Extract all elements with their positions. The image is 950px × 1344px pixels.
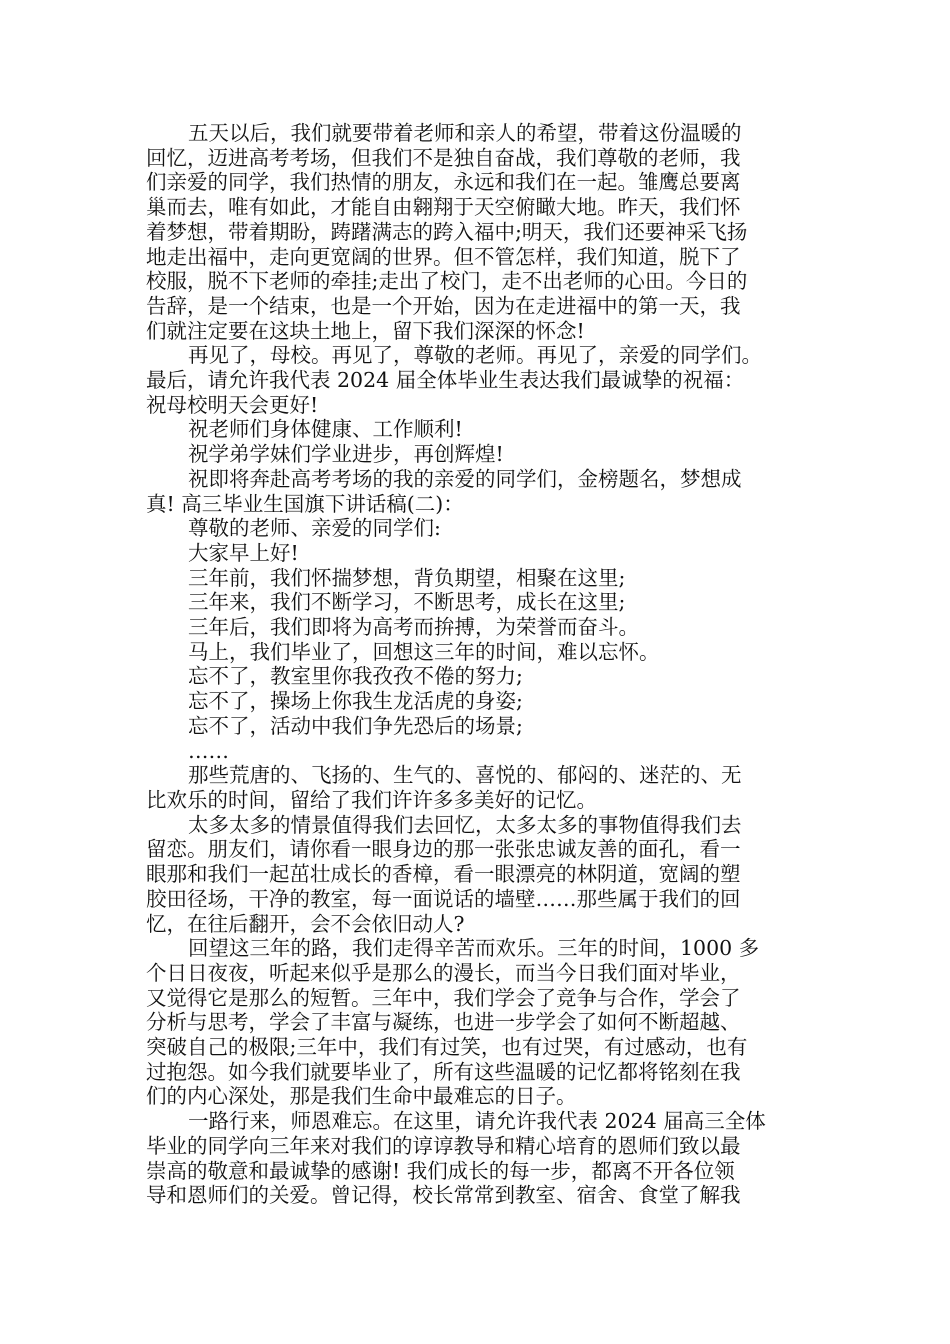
text-line: 最后，请允许我代表 2024 届全体毕业生表达我们最诚挚的祝福： <box>146 368 745 393</box>
text-line: 五天以后，我们就要带着老师和亲人的希望，带着这份温暖的 <box>188 121 742 145</box>
text-line: 一路行来，师恩难忘。在这里，请允许我代表 2024 届高三全体 <box>188 1109 766 1134</box>
text-line: …… <box>188 738 229 763</box>
text-line: 留恋。朋友们，请你看一眼身边的那一张张忠诚友善的面孔，看一 <box>146 837 741 862</box>
document-body <box>146 121 826 1208</box>
text-line: 尊敬的老师、亲爱的同学们: <box>188 516 441 541</box>
text-line: 忘不了，教室里你我孜孜不倦的努力; <box>188 664 523 689</box>
text-line: 忘不了，活动中我们争先恐后的场景; <box>188 713 523 738</box>
text-line: 再见了，母校。再见了，尊敬的老师。再见了，亲爱的同学们。 <box>188 343 762 368</box>
text-line: 胶田径场，干净的教室，每一面说话的墙壁……那些属于我们的回 <box>146 886 741 911</box>
text-line: 马上，我们毕业了，回想这三年的时间，难以忘怀。 <box>188 639 660 664</box>
text-line: 祝学弟学妹们学业进步，再创辉煌! <box>188 442 504 467</box>
text-line: 崇高的敬意和最诚挚的感谢! 我们成长的每一步，都离不开各位领 <box>146 1158 735 1183</box>
text-line: 回忆，迈进高考考场，但我们不是独自奋战，我们尊敬的老师，我 <box>146 145 741 170</box>
text-line: 着梦想，带着期盼，踌躇满志的跨入福中;明天，我们还要神采飞扬 <box>146 219 748 244</box>
text-line: 三年来，我们不断学习，不断思考，成长在这里; <box>188 590 626 615</box>
text-line: 地走出福中，走向更宽阔的世界。但不管怎样，我们知道，脱下了 <box>146 244 741 269</box>
text-line: 大家早上好! <box>188 540 299 565</box>
text-line: 巢而去，唯有如此，才能自由翱翔于天空俯瞰大地。昨天，我们怀 <box>146 195 741 220</box>
text-line: 们亲爱的同学，我们热情的朋友，永远和我们在一起。雏鹰总要离 <box>146 170 741 195</box>
text-line: 比欢乐的时间，留给了我们许许多多美好的记忆。 <box>146 787 597 812</box>
text-line: 突破自己的极限;三年中，我们有过笑，也有过哭，有过感动，也有 <box>146 1035 748 1060</box>
text-line: 们就注定要在这块土地上，留下我们深深的怀念! <box>146 318 585 343</box>
text-line: 太多太多的情景值得我们去回忆，太多太多的事物值得我们去 <box>188 812 742 837</box>
text-line: 回望这三年的路，我们走得辛苦而欢乐。三年的时间，1000 多 <box>188 936 760 961</box>
text-line: 毕业的同学向三年来对我们的谆谆教导和精心培育的恩师们致以最 <box>146 1133 741 1158</box>
text-line: 校服，脱不下老师的牵挂;走出了校门，走不出老师的心田。今日的 <box>146 269 748 294</box>
text-line: 个日日夜夜，听起来似乎是那么的漫长，而当今日我们面对毕业， <box>146 960 741 985</box>
text-line: 告辞，是一个结束，也是一个开始，因为在走进福中的第一天，我 <box>146 293 741 318</box>
text-line: 三年前，我们怀揣梦想，背负期望，相聚在这里; <box>188 565 626 590</box>
text-line: 导和恩师们的关爱。曾记得，校长常常到教室、宿舍、食堂了解我 <box>146 1183 741 1208</box>
text-line: 祝即将奔赴高考考场的我的亲爱的同学们，金榜题名，梦想成 <box>188 466 742 491</box>
text-line: 忆，在往后翻开，会不会依旧动人? <box>146 911 465 936</box>
text-line: 们的内心深处，那是我们生命中最难忘的日子。 <box>146 1084 577 1109</box>
text-line: 那些荒唐的、飞扬的、生气的、喜悦的、郁闷的、迷茫的、无 <box>188 763 742 788</box>
text-line: 真! 高三毕业生国旗下讲话稿(二)： <box>146 491 464 516</box>
text-line: 分析与思考，学会了丰富与凝练，也进一步学会了如何不断超越、 <box>146 1010 741 1035</box>
text-line: 过抱怨。如今我们就要毕业了，所有这些温暖的记忆都将铭刻在我 <box>146 1059 741 1084</box>
text-line: 眼那和我们一起茁壮成长的香樟，看一眼漂亮的林阴道，宽阔的塑 <box>146 862 741 887</box>
text-line: 忘不了，操场上你我生龙活虎的身姿; <box>188 689 523 714</box>
text-line: 又觉得它是那么的短暂。三年中，我们学会了竞争与合作，学会了 <box>146 985 741 1010</box>
text-line: 三年后，我们即将为高考而拚搏，为荣誉而奋斗。 <box>188 615 639 640</box>
text-line: 祝母校明天会更好! <box>146 392 319 417</box>
text-line: 祝老师们身体健康、工作顺利! <box>188 417 463 442</box>
